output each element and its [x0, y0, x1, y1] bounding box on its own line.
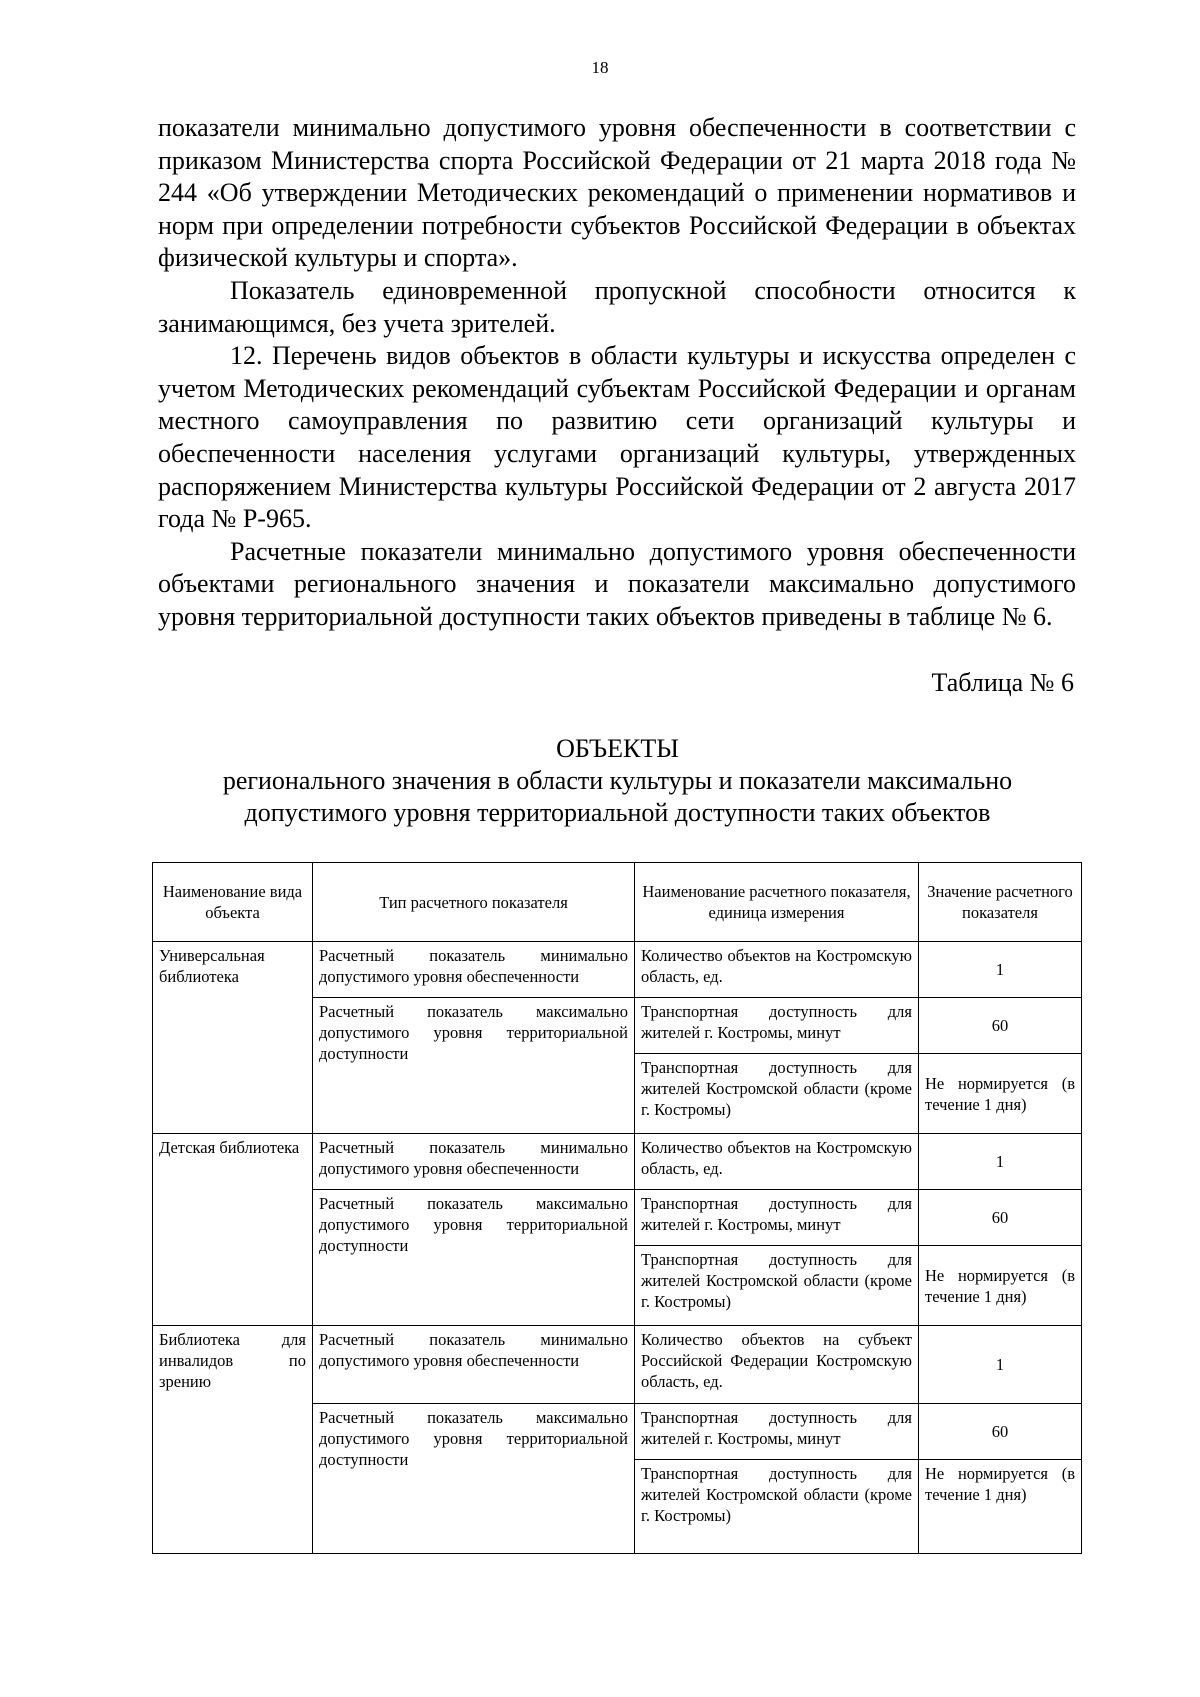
header-indicator-name: Наименование расчетного показателя, единица измерения: [635, 863, 919, 942]
indicator-value-cell: 60: [919, 1404, 1082, 1460]
indicator-value-cell: 1: [919, 942, 1082, 998]
table-title-heading: ОБЪЕКТЫ: [556, 734, 679, 763]
table-row: [153, 942, 1082, 998]
object-name-cell: Библиотека для инвалидов по зрению: [153, 1326, 313, 1554]
indicator-type-cell: Расчетный показатель максимально допустимого уровня территориальной доступности: [313, 1190, 635, 1326]
objects-table: [152, 862, 1082, 1554]
indicator-name-cell: Количество объектов на Костромскую область, ед.: [635, 1134, 919, 1190]
indicator-type-cell: Расчетный показатель минимально допустимого уровня обеспеченности: [313, 1134, 635, 1190]
indicator-value-cell: 1: [919, 1326, 1082, 1404]
header-indicator-value: Значение расчетного показателя: [919, 863, 1082, 942]
indicator-value-cell: 60: [919, 1190, 1082, 1246]
indicator-type-cell: Расчетный показатель максимально допустимого уровня территориальной доступности: [313, 998, 635, 1134]
paragraph: Расчетные показатели минимально допустимого уровня обеспеченности объектами регионального значения и показатели максимально допустимого уровня территориальной доступности таких объектов приведены в таблице № 6.: [158, 536, 1076, 631]
object-name-cell: Универсальная библиотека: [153, 942, 313, 1134]
paragraph: Показатель единовременной пропускной способности относится к занимающимся, без учета зрителей.: [158, 275, 1076, 338]
table-row: [153, 1134, 1082, 1190]
indicator-name-cell: Количество объектов на субъект Российской Федерации Костромскую область, ед.: [635, 1326, 919, 1404]
indicator-name-cell: Транспортная доступность для жителей г. Костромы, минут: [635, 998, 919, 1054]
indicator-value-cell: 60: [919, 998, 1082, 1054]
indicator-name-cell: Транспортная доступность для жителей Костромской области (кроме г. Костромы): [635, 1460, 919, 1554]
indicator-name-cell: Количество объектов на Костромскую область, ед.: [635, 942, 919, 998]
table-label: Таблица № 6: [931, 668, 1074, 697]
header-indicator-type: Тип расчетного показателя: [313, 863, 635, 942]
indicator-name-cell: Транспортная доступность для жителей г. Костромы, минут: [635, 1190, 919, 1246]
indicator-type-cell: Расчетный показатель минимально допустимого уровня обеспеченности: [313, 1326, 635, 1404]
indicator-name-cell: Транспортная доступность для жителей Костромской области (кроме г. Костромы): [635, 1246, 919, 1326]
indicator-value-cell: Не нормируется (в течение 1 дня): [919, 1460, 1082, 1554]
indicator-name-cell: Транспортная доступность для жителей Костромской области (кроме г. Костромы): [635, 1054, 919, 1134]
paragraph: 12. Перечень видов объектов в области культуры и искусства определен с учетом Методических рекомендаций субъектам Российской Федерации и органам местного самоуправления по развитию сети организаций культуры и обеспеченности населения услугами организаций культуры, утвержденных распоряжением Министерства культуры Российской Федерации от 2 августа 2017 года № Р-965.: [158, 341, 1076, 534]
table-row: [153, 1326, 1082, 1404]
indicator-value-cell: Не нормируется (в течение 1 дня): [919, 1054, 1082, 1134]
body-text: [158, 112, 1076, 634]
table-header-row: [153, 863, 1082, 942]
indicator-name-cell: Транспортная доступность для жителей г. Костромы, минут: [635, 1404, 919, 1460]
page-number: 18: [591, 58, 609, 77]
object-name-cell: Детская библиотека: [153, 1134, 313, 1326]
header-object-name: Наименование вида объекта: [153, 863, 313, 942]
indicator-type-cell: Расчетный показатель максимально допустимого уровня территориальной доступности: [313, 1404, 635, 1554]
table-title: [150, 733, 1085, 829]
paragraph: показатели минимально допустимого уровня обеспеченности в соответствии с приказом Министерства спорта Российской Федерации от 21 марта 2018 года № 244 «Об утверждении Методических рекомендаций о применении нормативов и норм при определении потребности субъектов Российской Федерации в объектах физической культуры и спорта».: [158, 113, 1076, 273]
indicator-type-cell: Расчетный показатель минимально допустимого уровня обеспеченности: [313, 942, 635, 998]
indicator-value-cell: Не нормируется (в течение 1 дня): [919, 1246, 1082, 1326]
indicator-value-cell: 1: [919, 1134, 1082, 1190]
table-title-subheading: регионального значения в области культуры и показатели максимально допустимого уровня территориальной доступности таких объектов: [222, 766, 1013, 827]
